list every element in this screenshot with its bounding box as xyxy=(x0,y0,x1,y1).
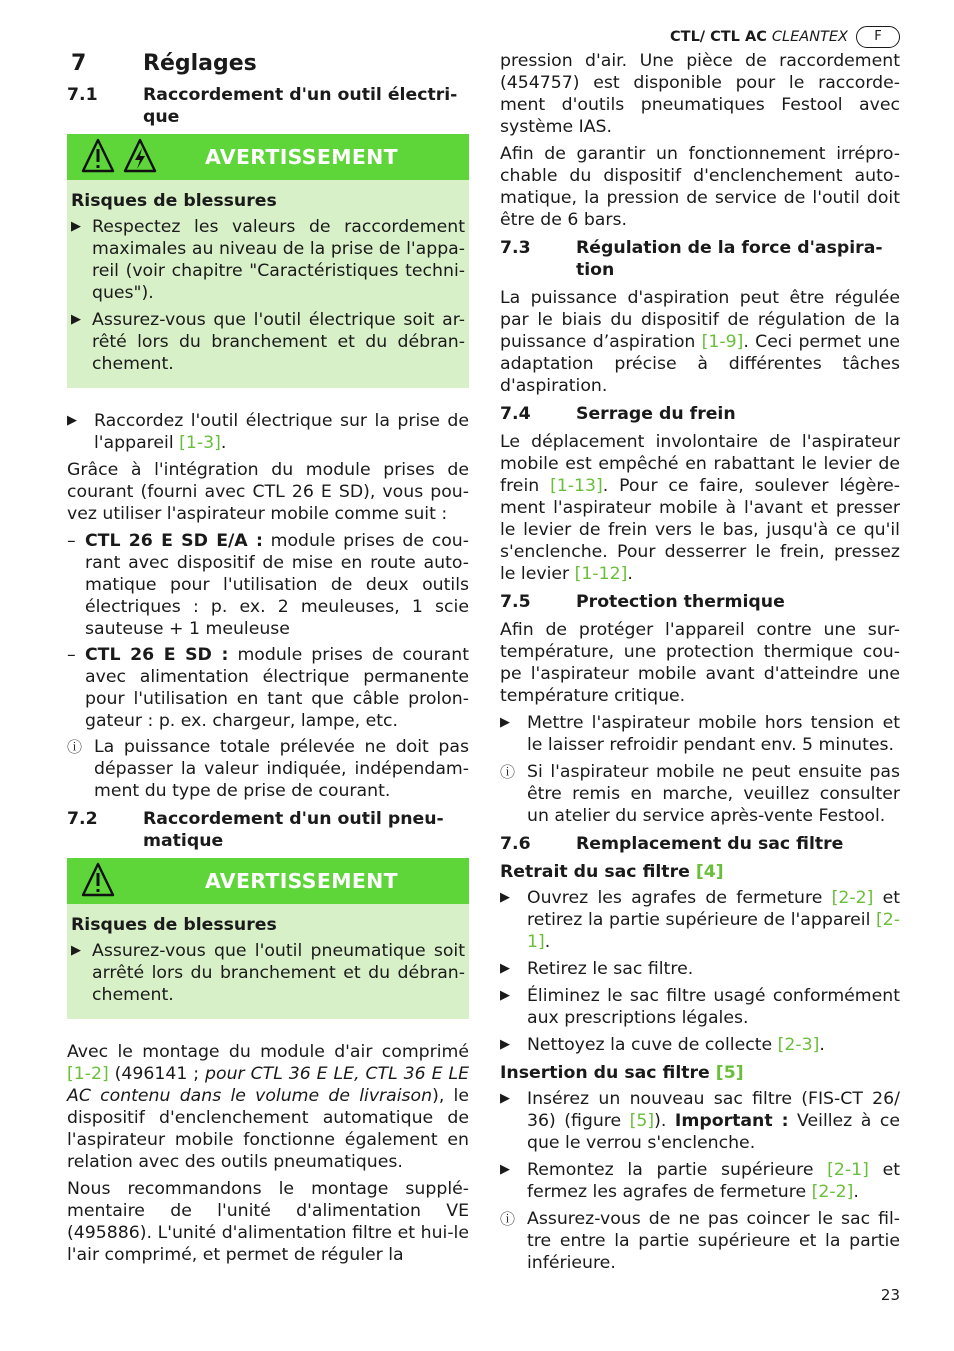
subheading-retrait: Retrait du sac filtre [4] xyxy=(500,862,724,882)
instruction-step: ▶ Retirez le sac filtre. xyxy=(500,959,694,979)
triangle-bullet-icon: ▶ xyxy=(500,988,510,1003)
warning-triangle-icon xyxy=(81,862,115,898)
paragraph: Nous recommandons le montage supplé-mentaire de l'unité d'alimentation VE (495886). L'unité d'alimentation filtre et hui-le l'air comprimé, et permet de réguler la xyxy=(67,1179,469,1265)
warning-item: ▶ Assurez-vous que l'outil électrique soit ar-rêté lors du branchement et du débran-chement. xyxy=(71,310,465,374)
section-7-3-heading: 7.3 Régulation de la force d'aspira-tion xyxy=(500,238,883,280)
triangle-bullet-icon: ▶ xyxy=(71,219,81,234)
triangle-bullet-icon: ▶ xyxy=(500,715,510,730)
page-header xyxy=(670,26,900,48)
dash-item: – CTL 26 E SD E/A : module prises de cou-rant avec dispositif de mise en route auto-matique pour l'utilisation de deux outils électriques : p. ex. 2 meuleuses, 1 scie sauteuse + 1 meuleuse xyxy=(67,531,469,639)
instruction-step: ▶ Éliminez le sac filtre usagé conformément aux prescriptions légales. xyxy=(500,986,900,1028)
section-7-5-heading: 7.5 Protection thermique xyxy=(500,592,785,612)
paragraph: Le déplacement involontaire de l'aspirateur mobile est empêché en rabattant le levier de frein [1-13]. Pour ce faire, soulever légère-ment l'aspirateur mobile à l'avant et presser le levier de frein vers le bas, jusqu'à ce qu'il s'enclenche. Pour desserrer le frein, pressez le levier [1-12]. xyxy=(500,432,900,584)
risk-title: Risques de blessures xyxy=(71,915,277,935)
paragraph: La puissance d'aspiration peut être régulée par le biais du dispositif de régulation de la puissance d’aspiration [1-9]. Ceci permet une adaptation précise à différentes tâches d'aspiration. xyxy=(500,288,900,396)
triangle-bullet-icon: ▶ xyxy=(71,943,81,958)
warning-triangle-icon xyxy=(81,138,115,174)
info-icon: ⓘ xyxy=(67,738,83,756)
instruction-step: ▶ Insérez un nouveau sac filtre (FIS-CT 26/ 36) (figure [5]). Important : Veillez à ce que le verrou s'enclenche. xyxy=(500,1089,900,1153)
triangle-bullet-icon: ▶ xyxy=(500,890,510,905)
instruction-step: ▶ Nettoyez la cuve de collecte [2-3]. xyxy=(500,1035,825,1055)
paragraph: Afin de protéger l'appareil contre une sur-température, une protection thermique cou-pe l'aspirateur mobile avant d'atteindre une température critique. xyxy=(500,620,900,706)
subheading-insertion: Insertion du sac filtre [5] xyxy=(500,1063,744,1083)
instruction-step: ▶ Ouvrez les agrafes de fermeture [2-2] et retirez la partie supérieure de l'appareil [2-1]. xyxy=(500,888,900,952)
section-7-6-heading: 7.6 Remplacement du sac filtre xyxy=(500,834,844,854)
right-column xyxy=(500,50,900,1279)
risk-title: Risques de blessures xyxy=(71,191,277,211)
instruction-step: ▶ Raccordez l'outil électrique sur la prise de l'appareil [1-3]. xyxy=(67,411,469,453)
instruction-step: ▶ Remontez la partie supérieure [2-1] et fermez les agrafes de fermeture [2-2]. xyxy=(500,1160,900,1202)
paragraph: Avec le montage du module d'air comprimé [1-2] (496141 ; pour CTL 36 E LE, CTL 36 E LE AC contenu dans le volume de livraison), le dispositif d'enclenchement automatique de l'aspirateur mobile fonctionne également en relation avec des outils pneumatiques. xyxy=(67,1042,469,1172)
warning-box-1 xyxy=(67,134,469,388)
warning-box-2 xyxy=(67,858,469,1019)
triangle-bullet-icon: ▶ xyxy=(500,1091,510,1106)
warning-header xyxy=(67,134,469,180)
warning-label: AVERTISSEMENT xyxy=(205,869,398,893)
info-note: ⓘ La puissance totale prélevée ne doit pas dépasser la valeur indiquée, indépendam-ment du type de prise de courant. xyxy=(67,737,469,801)
instruction-step: ▶ Mettre l'aspirateur mobile hors tension et le laisser refroidir pendant env. 5 minutes. xyxy=(500,713,900,755)
dash-item: – CTL 26 E SD : module prises de courant avec alimentation électrique permanente pour l'utilisation en tant que câble prolon-gateur : p. ex. chargeur, lampe, etc. xyxy=(67,645,469,731)
info-icon: ⓘ xyxy=(500,1210,516,1228)
triangle-bullet-icon: ▶ xyxy=(67,413,77,428)
triangle-bullet-icon: ▶ xyxy=(71,312,81,327)
header-title: CTL/ CTL AC CLEANTEX xyxy=(670,29,848,45)
paragraph: pression d'air. Une pièce de raccordement (454757) est disponible pour le raccorde-ment d'outils pneumatiques Festool avec système IAS. xyxy=(500,51,900,137)
info-icon: ⓘ xyxy=(500,763,516,781)
language-badge: F xyxy=(856,26,900,48)
section-7-4-heading: 7.4 Serrage du frein xyxy=(500,404,736,424)
warning-item: ▶ Assurez-vous que l'outil pneumatique soit arrêté lors du branchement et du débran-chement. xyxy=(71,941,465,1005)
electric-hazard-icon xyxy=(123,138,157,174)
section-7-1-heading: 7.1 Raccordement d'un outil électri-que xyxy=(67,85,458,127)
section-7-2-heading: 7.2 Raccordement d'un outil pneu-matique xyxy=(67,809,444,851)
warning-label: AVERTISSEMENT xyxy=(205,145,398,169)
left-column xyxy=(67,50,469,1271)
section-7-heading: 7 Réglages xyxy=(71,51,257,76)
warning-item: ▶ Respectez les valeurs de raccordement maximales au niveau de la prise de l'appa-reil (voir chapitre "Caractéristiques techni-ques"). xyxy=(71,217,465,303)
warning-header xyxy=(67,858,469,904)
info-note: ⓘ Si l'aspirateur mobile ne peut ensuite pas être remis en marche, veuillez consulter un atelier du service après-vente Festool. xyxy=(500,762,900,826)
info-note: ⓘ Assurez-vous de ne pas coincer le sac fil-tre entre la partie supérieure et la partie inférieure. xyxy=(500,1209,900,1273)
triangle-bullet-icon: ▶ xyxy=(500,1162,510,1177)
triangle-bullet-icon: ▶ xyxy=(500,1037,510,1052)
triangle-bullet-icon: ▶ xyxy=(500,961,510,976)
paragraph: Afin de garantir un fonctionnement irrépro-chable du dispositif d'enclenchement auto-matique, la pression de service de l'outil doit être de 6 bars. xyxy=(500,144,900,230)
paragraph: Grâce à l'intégration du module prises de courant (fourni avec CTL 26 E SD), vous pou-vez utiliser l'aspirateur mobile comme suit : xyxy=(67,460,469,524)
page-number: 23 xyxy=(880,1286,900,1304)
